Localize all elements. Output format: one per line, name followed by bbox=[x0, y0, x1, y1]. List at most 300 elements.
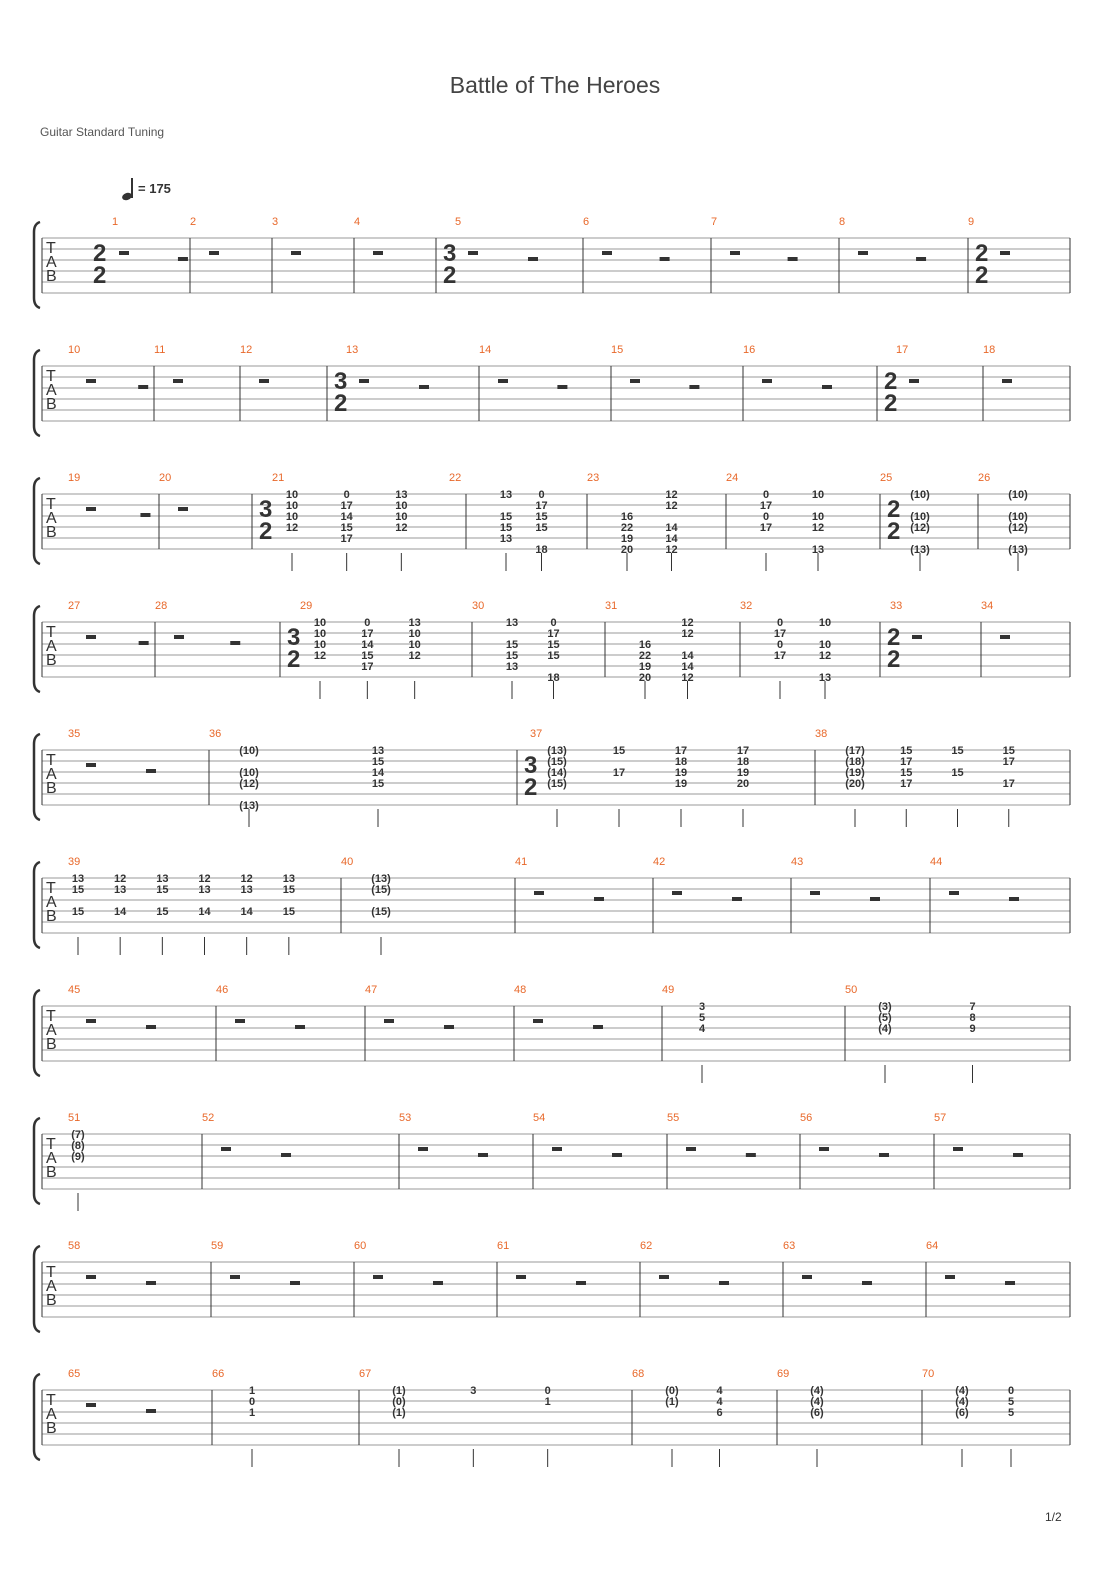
fret-number: 1 bbox=[248, 1407, 256, 1419]
tab-clef-letter: A bbox=[46, 894, 57, 911]
measure-number: 57 bbox=[934, 1112, 947, 1124]
fret-number: 12 bbox=[681, 617, 694, 629]
time-signature-top: 3 bbox=[443, 240, 457, 267]
fret-number: (13) bbox=[1008, 544, 1028, 556]
measure-notes bbox=[71, 1129, 85, 1211]
measure-number: 55 bbox=[667, 1112, 680, 1124]
tab-clef-letter: B bbox=[46, 396, 57, 413]
tab-clef-letter: T bbox=[46, 368, 56, 385]
tab-clef-letter: T bbox=[46, 1264, 56, 1281]
measure-number: 62 bbox=[640, 1240, 653, 1252]
measure-notes bbox=[639, 617, 695, 699]
fret-number: 0 bbox=[762, 511, 770, 523]
measure-number: 9 bbox=[968, 216, 975, 228]
half-rest bbox=[660, 257, 670, 261]
measure-number: 13 bbox=[346, 344, 359, 356]
time-signature-bottom: 2 bbox=[259, 518, 273, 545]
measure-number: 60 bbox=[354, 1240, 367, 1252]
measure-number: 46 bbox=[216, 984, 229, 996]
fret-number: 4 bbox=[698, 1023, 706, 1035]
measure-number: 41 bbox=[515, 856, 528, 868]
half-rest bbox=[858, 251, 868, 255]
fret-number: (4) bbox=[810, 1396, 824, 1408]
fret-number: 15 bbox=[505, 639, 519, 651]
measure-number: 14 bbox=[479, 344, 492, 356]
tab-clef-letter: A bbox=[46, 1022, 57, 1039]
measure-number: 24 bbox=[726, 472, 739, 484]
fret-number: 15 bbox=[361, 650, 374, 662]
measure-number: 29 bbox=[300, 600, 313, 612]
measure-notes bbox=[72, 873, 295, 955]
fret-number: 18 bbox=[736, 756, 750, 768]
measure-number: 18 bbox=[983, 344, 996, 356]
fret-number: 15 bbox=[547, 650, 560, 662]
fret-number: 0 bbox=[364, 617, 371, 629]
half-rest bbox=[86, 763, 96, 767]
fret-number: 17 bbox=[1002, 756, 1015, 768]
half-rest bbox=[862, 1281, 872, 1285]
fret-number: (10) bbox=[910, 511, 930, 523]
fret-number: 15 bbox=[340, 522, 353, 534]
time-signature-top: 3 bbox=[334, 368, 348, 395]
fret-number: 10 bbox=[395, 511, 408, 523]
fret-number: 3 bbox=[470, 1385, 477, 1397]
time-signature-bottom: 2 bbox=[887, 646, 901, 673]
fret-number: 13 bbox=[371, 745, 385, 757]
half-rest bbox=[528, 257, 538, 261]
tab-system bbox=[34, 1112, 1070, 1204]
system-bracket bbox=[34, 478, 40, 564]
half-rest bbox=[86, 1275, 96, 1279]
fret-number: 13 bbox=[156, 873, 169, 885]
fret-number: (4) bbox=[878, 1023, 892, 1035]
half-rest bbox=[119, 251, 129, 255]
fret-number: 10 bbox=[811, 489, 825, 501]
fret-number: (18) bbox=[845, 756, 865, 768]
fret-number: (12) bbox=[1008, 522, 1028, 534]
measure-number: 39 bbox=[68, 856, 81, 868]
time-signature-bottom: 2 bbox=[287, 646, 301, 673]
measure-notes bbox=[506, 617, 560, 699]
fret-number: 17 bbox=[773, 650, 787, 662]
measure-number: 11 bbox=[154, 344, 166, 356]
fret-number: (13) bbox=[910, 544, 930, 556]
half-rest bbox=[174, 635, 184, 639]
measure-number: 70 bbox=[922, 1368, 935, 1380]
time-signature-top: 2 bbox=[975, 240, 989, 267]
half-rest bbox=[359, 379, 369, 383]
fret-number: 10 bbox=[395, 500, 408, 512]
half-rest bbox=[418, 1147, 428, 1151]
measure-notes bbox=[910, 489, 930, 571]
measure-number: 36 bbox=[209, 728, 222, 740]
time-signature-bottom: 2 bbox=[443, 262, 457, 289]
fret-number: 14 bbox=[114, 906, 127, 918]
half-rest bbox=[659, 1275, 669, 1279]
measure-number: 19 bbox=[68, 472, 81, 484]
fret-number: 18 bbox=[674, 756, 688, 768]
fret-number: 13 bbox=[114, 884, 127, 896]
fret-number: 13 bbox=[282, 873, 295, 885]
fret-number: 14 bbox=[240, 906, 253, 918]
fret-number: 19 bbox=[674, 778, 688, 790]
half-rest bbox=[1000, 635, 1010, 639]
half-rest bbox=[949, 891, 959, 895]
system-bracket bbox=[34, 1246, 40, 1332]
half-rest bbox=[534, 891, 544, 895]
half-rest bbox=[230, 1275, 240, 1279]
fret-number: 15 bbox=[1002, 745, 1015, 757]
measure-number: 23 bbox=[587, 472, 600, 484]
fret-number: 15 bbox=[71, 906, 85, 918]
fret-number: 19 bbox=[674, 767, 688, 779]
fret-number: 12 bbox=[395, 522, 408, 534]
fret-number: 5 bbox=[698, 1012, 706, 1024]
fret-number: 5 bbox=[1007, 1407, 1015, 1419]
fret-number: 15 bbox=[156, 906, 169, 918]
fret-number: (7) bbox=[71, 1129, 85, 1141]
system-bracket bbox=[34, 350, 40, 436]
measure-number: 66 bbox=[212, 1368, 225, 1380]
time-signature-top: 3 bbox=[287, 624, 301, 651]
fret-number: 0 bbox=[762, 489, 770, 501]
half-rest bbox=[576, 1281, 586, 1285]
measure-number: 48 bbox=[514, 984, 527, 996]
fret-number: 17 bbox=[361, 628, 374, 640]
half-rest bbox=[916, 257, 926, 261]
fret-number: 4 bbox=[716, 1385, 723, 1397]
fret-number: 13 bbox=[71, 873, 85, 885]
system-bracket bbox=[34, 862, 40, 948]
tab-clef-letter: T bbox=[46, 752, 56, 769]
half-rest bbox=[870, 897, 880, 901]
system-bracket bbox=[34, 222, 40, 308]
fret-number: 10 bbox=[313, 628, 327, 640]
fret-number: 12 bbox=[665, 489, 678, 501]
half-rest bbox=[552, 1147, 562, 1151]
fret-number: 15 bbox=[900, 767, 913, 779]
time-signature-bottom: 2 bbox=[884, 390, 898, 417]
half-rest bbox=[594, 897, 604, 901]
half-rest bbox=[291, 251, 301, 255]
tab-clef-letter: A bbox=[46, 1150, 57, 1167]
tab-system bbox=[34, 1368, 1070, 1460]
fret-number: 10 bbox=[408, 639, 421, 651]
fret-number: 15 bbox=[71, 884, 85, 896]
fret-number: 15 bbox=[547, 639, 560, 651]
measure-number: 37 bbox=[530, 728, 543, 740]
fret-number: 12 bbox=[811, 522, 825, 534]
time-signature-bottom: 2 bbox=[975, 262, 989, 289]
measure-notes bbox=[878, 1001, 975, 1083]
half-rest bbox=[689, 385, 699, 389]
measure-notes bbox=[286, 489, 408, 571]
tab-clef-letter: B bbox=[46, 524, 57, 541]
measure-number: 12 bbox=[240, 344, 253, 356]
fret-number: (15) bbox=[547, 778, 567, 790]
tempo-value: = 175 bbox=[138, 181, 171, 196]
half-rest bbox=[1002, 379, 1012, 383]
half-rest bbox=[138, 385, 148, 389]
fret-number: (19) bbox=[845, 767, 865, 779]
fret-number: 15 bbox=[612, 745, 626, 757]
fret-number: 13 bbox=[818, 672, 832, 684]
fret-number: 20 bbox=[620, 544, 634, 556]
half-rest bbox=[384, 1019, 394, 1023]
fret-number: 14 bbox=[681, 661, 694, 673]
time-signature-bottom: 2 bbox=[524, 774, 538, 801]
fret-number: 16 bbox=[638, 639, 652, 651]
fret-number: 14 bbox=[361, 639, 374, 651]
half-rest bbox=[86, 507, 96, 511]
fret-number: 14 bbox=[665, 533, 678, 545]
fret-number: 7 bbox=[969, 1001, 976, 1013]
measure-number: 17 bbox=[896, 344, 909, 356]
tab-system bbox=[34, 856, 1070, 948]
half-rest bbox=[732, 897, 742, 901]
measure-number: 54 bbox=[533, 1112, 546, 1124]
fret-number: 1 bbox=[248, 1385, 256, 1397]
fret-number: 6 bbox=[716, 1407, 723, 1419]
fret-number: 13 bbox=[505, 661, 519, 673]
fret-number: 19 bbox=[638, 661, 652, 673]
half-rest bbox=[1009, 897, 1019, 901]
fret-number: (3) bbox=[878, 1001, 892, 1013]
fret-number: 15 bbox=[505, 650, 519, 662]
measure-notes bbox=[239, 745, 385, 827]
measure-number: 50 bbox=[845, 984, 858, 996]
half-rest bbox=[719, 1281, 729, 1285]
tab-clef-letter: T bbox=[46, 624, 56, 641]
fret-number: 10 bbox=[285, 489, 299, 501]
half-rest bbox=[533, 1019, 543, 1023]
measure-notes bbox=[810, 1385, 824, 1467]
fret-number: 17 bbox=[773, 628, 787, 640]
fret-number: 10 bbox=[285, 500, 299, 512]
tab-clef-letter: B bbox=[46, 652, 57, 669]
tab-clef-letter: T bbox=[46, 1136, 56, 1153]
measure-number: 38 bbox=[815, 728, 828, 740]
fret-number: 17 bbox=[535, 500, 548, 512]
fret-number: 0 bbox=[1007, 1385, 1015, 1397]
measure-number: 21 bbox=[272, 472, 285, 484]
fret-number: 15 bbox=[951, 745, 964, 757]
measure-notes bbox=[955, 1385, 1014, 1467]
fret-number: 17 bbox=[900, 778, 913, 790]
measure-number: 44 bbox=[930, 856, 943, 868]
measure-number: 10 bbox=[68, 344, 81, 356]
fret-number: 17 bbox=[674, 745, 688, 757]
fret-number: (6) bbox=[810, 1407, 824, 1419]
fret-number: 9 bbox=[969, 1023, 976, 1035]
fret-number: (17) bbox=[845, 745, 865, 757]
fret-number: 1 bbox=[544, 1396, 551, 1408]
fret-number: 15 bbox=[951, 767, 964, 779]
fret-number: 12 bbox=[313, 650, 327, 662]
fret-number: 10 bbox=[313, 639, 327, 651]
half-rest bbox=[912, 635, 922, 639]
fret-number: 15 bbox=[535, 511, 548, 523]
fret-number: (4) bbox=[955, 1396, 969, 1408]
fret-number: 15 bbox=[371, 756, 385, 768]
fret-number: (20) bbox=[845, 778, 865, 790]
time-signature-bottom: 2 bbox=[887, 518, 901, 545]
fret-number: 13 bbox=[240, 884, 253, 896]
fret-number: (10) bbox=[910, 489, 930, 501]
fret-number: 17 bbox=[547, 628, 560, 640]
half-rest bbox=[802, 1275, 812, 1279]
half-rest bbox=[178, 257, 188, 261]
half-rest bbox=[173, 379, 183, 383]
half-rest bbox=[295, 1025, 305, 1029]
half-rest bbox=[602, 251, 612, 255]
tab-clef-letter: A bbox=[46, 382, 57, 399]
measure-notes bbox=[665, 1385, 723, 1467]
fret-number: (0) bbox=[392, 1396, 406, 1408]
fret-number: (13) bbox=[239, 800, 259, 812]
half-rest bbox=[593, 1025, 603, 1029]
fret-number: 18 bbox=[547, 672, 560, 684]
half-rest bbox=[819, 1147, 829, 1151]
fret-number: 13 bbox=[395, 489, 408, 501]
tab-clef-letter: B bbox=[46, 908, 57, 925]
fret-number: 12 bbox=[818, 650, 832, 662]
fret-number: 15 bbox=[282, 906, 295, 918]
measure-number: 61 bbox=[497, 1240, 510, 1252]
fret-number: 13 bbox=[198, 884, 211, 896]
tab-clef-letter: B bbox=[46, 1036, 57, 1053]
tab-clef-letter: T bbox=[46, 1392, 56, 1409]
fret-number: (10) bbox=[239, 767, 259, 779]
measure-number: 30 bbox=[472, 600, 485, 612]
fret-number: (4) bbox=[955, 1385, 969, 1397]
fret-number: 19 bbox=[736, 767, 750, 779]
tab-clef-letter: B bbox=[46, 268, 57, 285]
measure-number: 68 bbox=[632, 1368, 645, 1380]
measure-number: 25 bbox=[880, 472, 893, 484]
measure-number: 31 bbox=[605, 600, 618, 612]
fret-number: 20 bbox=[736, 778, 750, 790]
fret-number: 16 bbox=[620, 511, 634, 523]
half-rest bbox=[86, 635, 96, 639]
half-rest bbox=[788, 257, 798, 261]
measure-number: 49 bbox=[662, 984, 675, 996]
measure-number: 43 bbox=[791, 856, 804, 868]
tab-clef-letter: T bbox=[46, 880, 56, 897]
measure-number: 27 bbox=[68, 600, 81, 612]
fret-number: 17 bbox=[340, 533, 353, 545]
measure-notes bbox=[1008, 489, 1028, 571]
fret-number: 13 bbox=[811, 544, 825, 556]
time-signature-bottom: 2 bbox=[93, 262, 107, 289]
half-rest bbox=[373, 251, 383, 255]
half-rest bbox=[146, 1281, 156, 1285]
half-rest bbox=[230, 641, 240, 645]
fret-number: (15) bbox=[547, 756, 567, 768]
measure-number: 59 bbox=[211, 1240, 224, 1252]
fret-number: (13) bbox=[371, 873, 391, 885]
fret-number: 10 bbox=[285, 511, 299, 523]
fret-number: 15 bbox=[499, 522, 513, 534]
half-rest bbox=[146, 1409, 156, 1413]
fret-number: 19 bbox=[620, 533, 634, 545]
score-title: Battle of The Heroes bbox=[449, 72, 661, 98]
fret-number: 0 bbox=[343, 489, 350, 501]
fret-number: 14 bbox=[681, 650, 694, 662]
fret-number: 3 bbox=[698, 1001, 706, 1013]
fret-number: 15 bbox=[535, 522, 548, 534]
half-rest bbox=[209, 251, 219, 255]
tab-system bbox=[34, 984, 1070, 1076]
fret-number: (12) bbox=[910, 522, 930, 534]
fret-number: 10 bbox=[408, 628, 421, 640]
measure-notes bbox=[314, 617, 421, 699]
measure-notes bbox=[249, 1385, 255, 1467]
measure-notes bbox=[621, 489, 679, 571]
fret-number: 12 bbox=[285, 522, 299, 534]
measure-number: 22 bbox=[449, 472, 462, 484]
fret-number: (1) bbox=[392, 1407, 406, 1419]
fret-number: 17 bbox=[1002, 778, 1015, 790]
half-rest bbox=[433, 1281, 443, 1285]
half-rest bbox=[140, 513, 150, 517]
tab-system bbox=[34, 1240, 1070, 1332]
half-rest bbox=[444, 1025, 454, 1029]
half-rest bbox=[746, 1153, 756, 1157]
fret-number: 17 bbox=[759, 500, 773, 512]
half-rest bbox=[686, 1147, 696, 1151]
time-signature-top: 3 bbox=[524, 752, 538, 779]
measure-number: 8 bbox=[839, 216, 846, 228]
fret-number: 4 bbox=[716, 1396, 723, 1408]
tab-clef-letter: A bbox=[46, 1406, 57, 1423]
fret-number: 14 bbox=[665, 522, 678, 534]
tab-clef-letter: A bbox=[46, 254, 57, 271]
measure-number: 47 bbox=[365, 984, 378, 996]
fret-number: 22 bbox=[620, 522, 634, 534]
fret-number: 8 bbox=[969, 1012, 976, 1024]
measure-notes bbox=[774, 617, 831, 699]
fret-number: (13) bbox=[547, 745, 567, 757]
fret-number: 14 bbox=[371, 767, 385, 779]
half-rest bbox=[945, 1275, 955, 1279]
fret-number: (10) bbox=[1008, 511, 1028, 523]
measure-notes bbox=[845, 745, 1015, 827]
system-bracket bbox=[34, 990, 40, 1076]
measure-number: 67 bbox=[359, 1368, 372, 1380]
fret-number: 20 bbox=[638, 672, 652, 684]
half-rest bbox=[221, 1147, 231, 1151]
fret-number: 10 bbox=[811, 511, 825, 523]
fret-number: 10 bbox=[313, 617, 327, 629]
fret-number: 15 bbox=[499, 511, 513, 523]
tab-clef-letter: A bbox=[46, 638, 57, 655]
fret-number: 0 bbox=[538, 489, 545, 501]
fret-number: 10 bbox=[818, 617, 832, 629]
measure-number: 33 bbox=[890, 600, 903, 612]
fret-number: 17 bbox=[340, 500, 353, 512]
measure-number: 53 bbox=[399, 1112, 412, 1124]
fret-number: 12 bbox=[681, 628, 694, 640]
measure-number: 45 bbox=[68, 984, 81, 996]
measure-notes bbox=[699, 1001, 706, 1083]
half-rest bbox=[146, 769, 156, 773]
half-rest bbox=[630, 379, 640, 383]
measure-notes bbox=[371, 873, 391, 955]
tab-clef-letter: A bbox=[46, 510, 57, 527]
fret-number: 15 bbox=[282, 884, 295, 896]
half-rest bbox=[516, 1275, 526, 1279]
